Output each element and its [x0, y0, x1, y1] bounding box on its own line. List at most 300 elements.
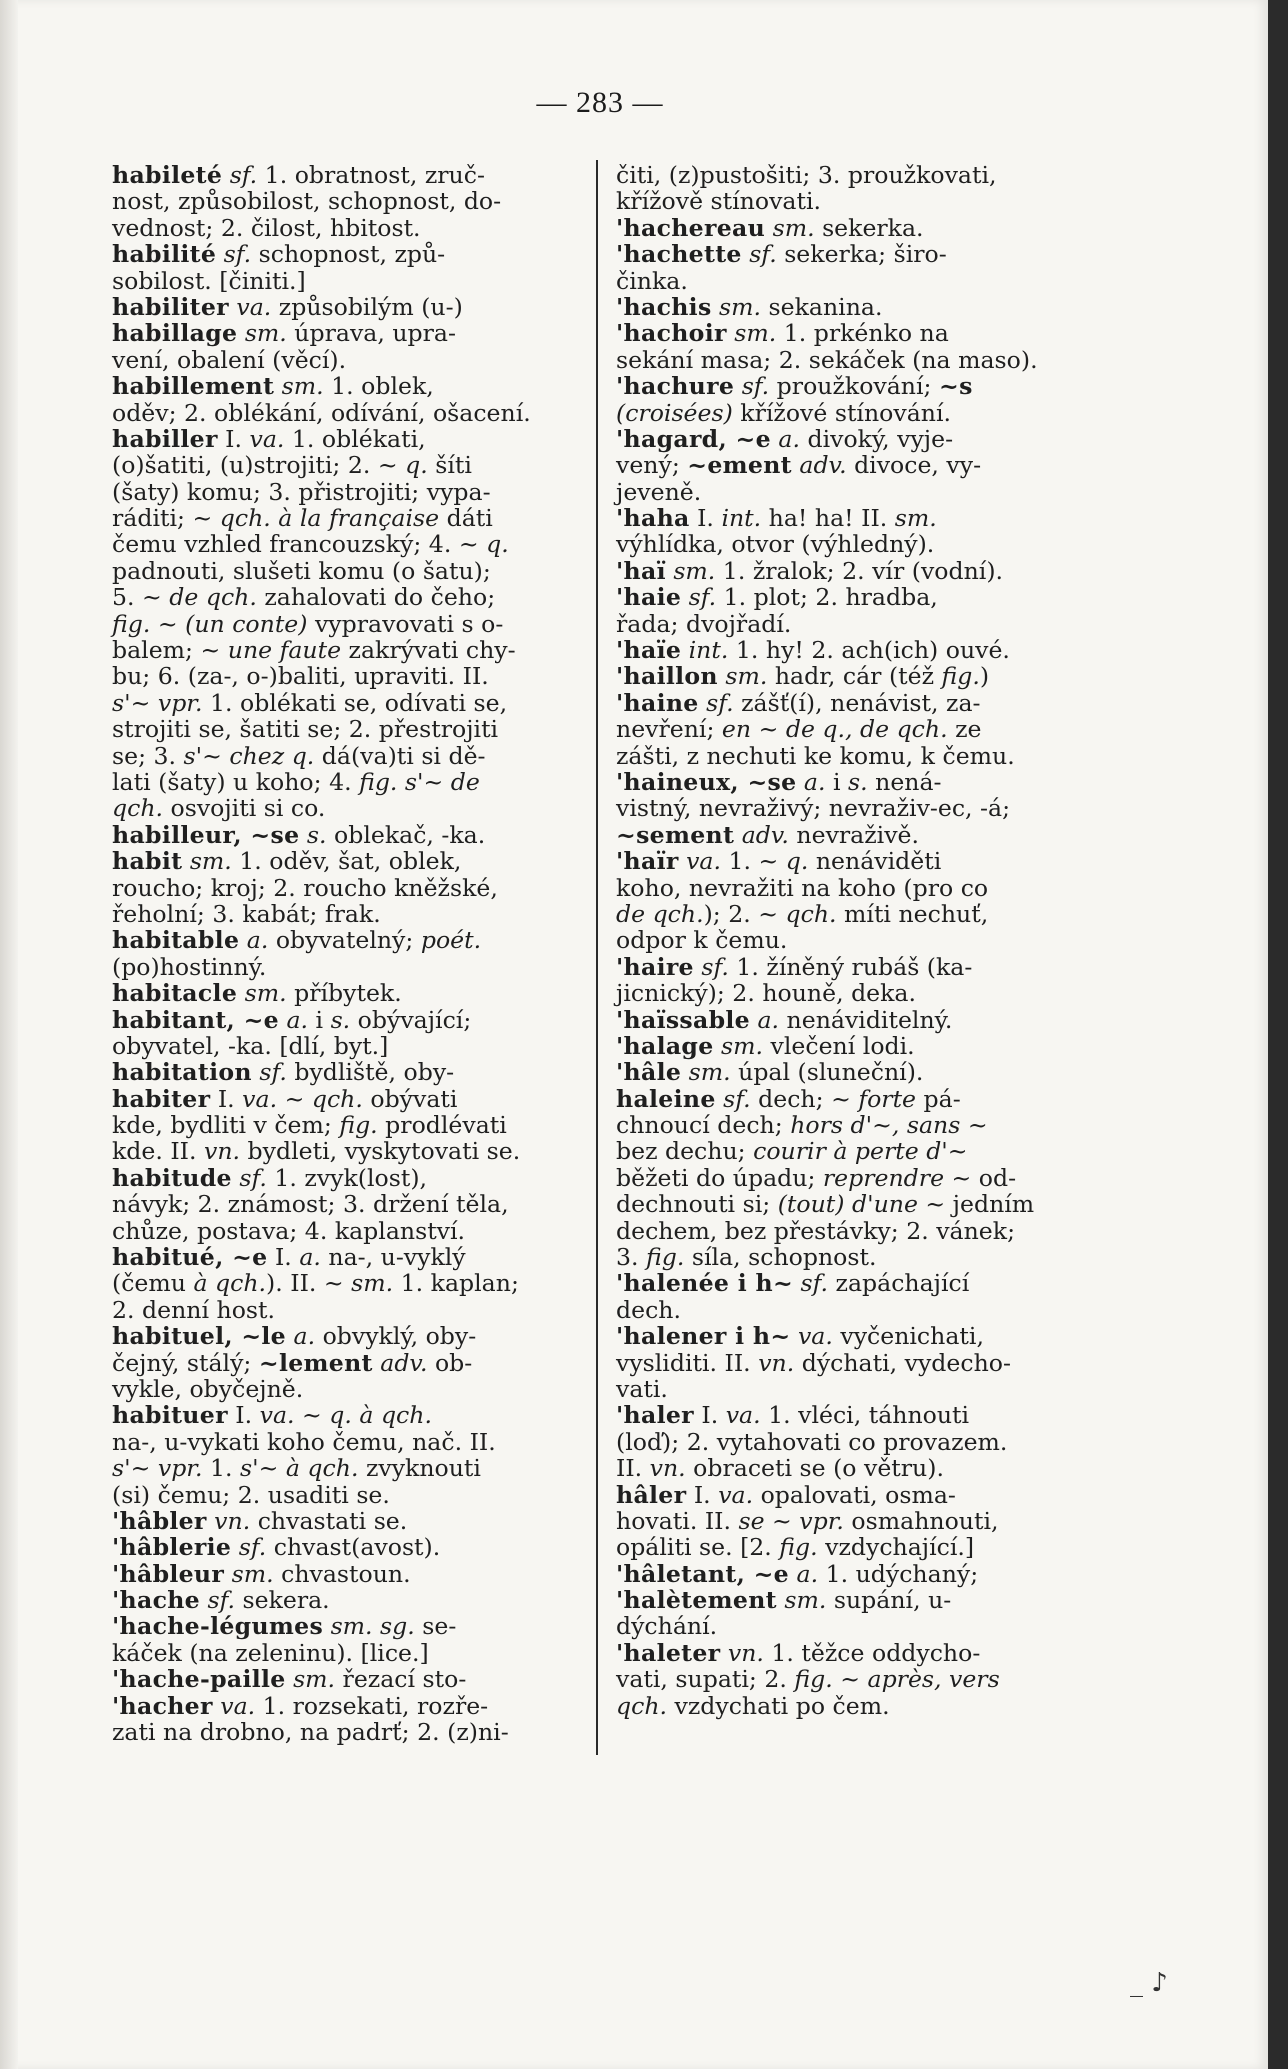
column-divider [596, 160, 598, 1755]
dictionary-line [616, 426, 1090, 452]
entry-text: na-, u-vykati koho čemu, nač. II. [112, 1427, 496, 1456]
dictionary-line [616, 294, 1090, 320]
headword: habileté [112, 161, 223, 189]
headword: habitation [112, 1058, 252, 1087]
dictionary-line [616, 1086, 1090, 1112]
entry-text: výhlídka, otvor (výhledný). [616, 530, 935, 559]
headword: 'haine [616, 688, 699, 717]
grammar-label: s'~ à qch. [240, 1454, 359, 1483]
dictionary-line [616, 795, 1090, 821]
entry-text: vyčenichati, [832, 1322, 984, 1351]
dictionary-line [112, 1007, 586, 1033]
entry-text [200, 1586, 208, 1614]
entry-text [224, 1560, 232, 1588]
dictionary-line [616, 875, 1090, 901]
entry-text: činka. [616, 266, 688, 295]
grammar-label: int. [688, 636, 729, 665]
dictionary-line [616, 1429, 1090, 1455]
entry-text: obyvatelný; [268, 926, 421, 955]
entry-text: kde, bydliti v čem; [112, 1111, 340, 1140]
grammar-label: adv. [741, 820, 789, 849]
dictionary-line [112, 1033, 586, 1059]
entry-text [231, 1533, 239, 1561]
dictionary-line [616, 320, 1090, 346]
grammar-label: courir à perte d'~ [753, 1137, 968, 1166]
grammar-label: sf. [223, 240, 252, 269]
dictionary-line [616, 848, 1090, 874]
entry-text: I. [217, 424, 250, 453]
dictionary-line [616, 611, 1090, 637]
grammar-label: a. [778, 424, 800, 453]
entry-text: chůze, postava; 4. kaplanství. [112, 1216, 466, 1245]
entry-text: opáliti se. [2. [616, 1533, 780, 1562]
entry-text: nená- [867, 767, 942, 796]
grammar-label: s. [306, 820, 327, 849]
entry-text: nevření; [616, 715, 722, 744]
entry-text: zahalovati do čeho; [256, 583, 496, 612]
grammar-label: sf. [238, 1533, 267, 1562]
dictionary-line [112, 1455, 586, 1481]
grammar-label: a. [803, 767, 826, 796]
entry-text [216, 240, 224, 268]
dictionary-line [112, 927, 586, 953]
entry-text: vený; [616, 451, 688, 480]
headword: 'haïr [616, 847, 679, 876]
grammar-label: s'~ chez q. [183, 741, 315, 770]
grammar-label: sm. [244, 319, 287, 348]
dictionary-line [112, 1534, 586, 1560]
entry-text: 1. udýchaný; [818, 1559, 979, 1588]
dictionary-line [112, 1508, 586, 1534]
entry-text: kde. II. [112, 1137, 205, 1166]
entry-text: zvyknouti [358, 1454, 481, 1483]
dictionary-line [616, 1191, 1090, 1217]
grammar-label: s. [848, 767, 868, 796]
grammar-label: sf. [800, 1269, 829, 1298]
entry-text: pá- [916, 1084, 961, 1113]
dictionary-line [616, 1323, 1090, 1349]
entry-text: 5. [112, 583, 143, 612]
entry-text: osvojiti si co. [163, 794, 326, 823]
dictionary-line [616, 1534, 1090, 1560]
entry-text: 1. oblékati se, odívati se, [202, 688, 508, 717]
dictionary-line [616, 1350, 1090, 1376]
grammar-label: sf. [741, 372, 770, 401]
entry-text: vení, obalení (věcí). [112, 345, 347, 374]
dictionary-line [112, 1270, 586, 1296]
entry-text: bez dechu; [616, 1137, 754, 1166]
dictionary-line [616, 1165, 1090, 1191]
entry-text: ob- [427, 1348, 473, 1377]
headword: habit [112, 847, 183, 876]
headword: 'haler [616, 1401, 694, 1430]
headword: 'haïssable [616, 1005, 750, 1034]
dictionary-line [616, 479, 1090, 505]
entry-text: (po)hostinný. [112, 952, 267, 981]
entry-text [796, 768, 804, 796]
entry-text: 1. hy! 2. ach(ich) ouvé. [728, 636, 1010, 665]
headword: 'halètement [616, 1586, 777, 1615]
headword: ~lement [258, 1348, 373, 1377]
dictionary-line [112, 241, 586, 267]
dictionary-line [112, 822, 586, 848]
grammar-label: sm. [784, 1586, 827, 1615]
entry-text: ha! ha! II. [761, 504, 895, 533]
entry-text: lati (šaty) u koho; 4. [112, 767, 360, 796]
grammar-label: va. [725, 1401, 761, 1430]
entry-text: síla, schopnost. [684, 1243, 877, 1272]
grammar-label: sm. [293, 1665, 336, 1694]
grammar-label: sm. [673, 556, 716, 585]
dictionary-line [112, 980, 586, 1006]
dictionary-line [112, 1350, 586, 1376]
entry-text: 3. [616, 1243, 647, 1272]
grammar-label: va. [220, 1691, 256, 1720]
headword: 'hâbler [112, 1506, 207, 1535]
entry-text: obraceti se (o větru). [685, 1454, 944, 1483]
dictionary-line [616, 241, 1090, 267]
entry-text: 1. obratnost, zruč- [257, 161, 485, 189]
entry-text: 1. oblek, [323, 372, 434, 401]
dictionary-line [112, 795, 586, 821]
entry-text [237, 319, 245, 347]
headword: habiter [112, 1084, 211, 1113]
grammar-label: va. [686, 847, 721, 876]
entry-text: obývati [362, 1084, 458, 1113]
entry-text: koho, nevražiti na koho (pro co [616, 873, 989, 902]
entry-text [714, 1032, 722, 1060]
entry-text: míti nechuť, [836, 899, 989, 928]
headword: habitude [112, 1163, 232, 1192]
entry-text: opalovati, osma- [753, 1480, 956, 1509]
entry-text: se; 3. [112, 741, 184, 770]
grammar-label: va. ~ qch. [242, 1084, 363, 1113]
headword: 'haillon [616, 662, 718, 691]
grammar-label: fig. ~ (un conte) [112, 609, 308, 638]
entry-text: vysliditi. II. [616, 1348, 759, 1377]
dictionary-line [112, 1402, 586, 1428]
headword: 'hâletant, ~e [616, 1559, 789, 1588]
entry-text: obvyklý, oby- [315, 1322, 477, 1351]
entry-text: 1. zvyk(lost), [266, 1163, 428, 1192]
dictionary-line [112, 558, 586, 584]
grammar-label: ~ qch. [758, 899, 837, 928]
grammar-label: ~ une faute [200, 636, 342, 665]
entry-text: ze [947, 715, 982, 744]
headword: ~sement [616, 820, 735, 849]
entry-text: osmahnouti, [843, 1506, 999, 1535]
entry-text: I. [686, 1480, 719, 1509]
dictionary-line [616, 1508, 1090, 1534]
grammar-label: sf. [259, 1058, 287, 1087]
dictionary-line [112, 452, 586, 478]
entry-text: vistný, nevraživý; nevraživ-ec, -á; [616, 794, 1011, 823]
entry-text: oděv; 2. oblékání, odívání, ošacení. [112, 398, 531, 427]
grammar-label: ~ forte [831, 1084, 917, 1113]
dictionary-line [112, 268, 586, 294]
headword: 'halage [616, 1031, 714, 1060]
dictionary-line [112, 611, 586, 637]
grammar-label: sm. [725, 662, 768, 691]
entry-text: zati na drobno, na padrť; 2. (z)ni- [112, 1718, 509, 1747]
grammar-label: a. [293, 1322, 316, 1351]
grammar-label: (tout) d'une ~ [777, 1190, 946, 1219]
grammar-label: vn. [649, 1454, 686, 1483]
grammar-label: fig. [646, 1243, 685, 1272]
grammar-label: (croisées) [616, 398, 733, 427]
entry-text: řada; dvojřadí. [616, 609, 792, 638]
dictionary-line [112, 848, 586, 874]
grammar-label: ~ qch. à la française [192, 504, 440, 533]
entry-text [182, 847, 190, 875]
entry-text: šíti [427, 451, 472, 480]
headword: 'haineux, ~se [616, 767, 797, 796]
dictionary-line [112, 584, 586, 610]
dictionary-line [112, 188, 586, 214]
dictionary-line [616, 1033, 1090, 1059]
entry-text: příbytek. [286, 979, 402, 1008]
entry-text: řezací sto- [335, 1665, 467, 1694]
dictionary-line [616, 1666, 1090, 1692]
dictionary-line [112, 1693, 586, 1719]
entry-text: 1. [720, 847, 759, 876]
entry-text: hadr, cár (též [767, 662, 942, 691]
entry-text: ); 2. [703, 899, 759, 928]
entry-text: ). II. [266, 1269, 324, 1298]
entry-text: vykle, obyčejně. [112, 1374, 304, 1403]
dictionary-line [112, 1482, 586, 1508]
entry-text: sekera. [235, 1586, 330, 1615]
dictionary-line [112, 1561, 586, 1587]
dictionary-line [112, 1613, 586, 1639]
grammar-label: va. [797, 1322, 833, 1351]
grammar-label: ~ de qch. [142, 583, 257, 612]
entry-text: proužkování; [769, 372, 939, 401]
headword: hâler [616, 1480, 687, 1509]
grammar-label: sm. [772, 213, 815, 242]
dictionary-line [616, 690, 1090, 716]
grammar-label: va. [718, 1480, 754, 1509]
dictionary-line [616, 927, 1090, 953]
dictionary-line [616, 1376, 1090, 1402]
entry-text [286, 1322, 294, 1350]
headword: 'hachette [616, 240, 742, 269]
entry-text: čemu vzhled francouzský; 4. [112, 530, 459, 559]
entry-text: dech. [616, 1295, 681, 1324]
dictionary-line [616, 637, 1090, 663]
dictionary-line [112, 637, 586, 663]
headword: 'hâbleur [112, 1559, 225, 1588]
grammar-label: vn. [758, 1348, 795, 1377]
entry-text [681, 583, 689, 611]
entry-text: od- [971, 1163, 1017, 1192]
grammar-label: sf. [723, 1084, 751, 1113]
dictionary-line [616, 716, 1090, 742]
dictionary-line [112, 901, 586, 927]
dictionary-line [616, 188, 1090, 214]
dictionary-line [112, 373, 586, 399]
dictionary-line [616, 1587, 1090, 1613]
page-edge [0, 0, 18, 2069]
entry-text: (čemu [112, 1269, 194, 1298]
entry-text: zášti, z nechuti ke komu, k čemu. [616, 741, 1015, 770]
grammar-label: va. [236, 292, 272, 321]
dictionary-line [112, 479, 586, 505]
grammar-label: fig. [941, 662, 980, 691]
headword: 'hache-paille [112, 1665, 286, 1694]
entry-text: bydliště, oby- [286, 1058, 455, 1087]
dictionary-line [112, 743, 586, 769]
entry-text: i [308, 1005, 331, 1034]
grammar-label: sm. [231, 1559, 274, 1588]
entry-text: vednost; 2. čilost, hbitost. [112, 213, 421, 242]
entry-text: zášť(í), nenávist, za- [733, 688, 981, 717]
dictionary-line [112, 1191, 586, 1217]
entry-text: I. [693, 1401, 726, 1430]
entry-text: oblekač, -ka. [326, 820, 486, 849]
dictionary-line [616, 663, 1090, 689]
right-column [616, 162, 1090, 1719]
dictionary-line [112, 1086, 586, 1112]
grammar-label: sm. [189, 847, 232, 876]
dictionary-line [112, 1297, 586, 1323]
grammar-label: a. [246, 926, 269, 955]
entry-text: úpal (sluneční). [730, 1058, 924, 1087]
entry-text: 1. oblékati, [284, 424, 426, 453]
grammar-label: s'~ vpr. [112, 688, 203, 717]
headword: habiller [112, 424, 218, 453]
entry-text: káček (na zeleninu). [lice.] [112, 1638, 429, 1667]
entry-text: křížově stínovati. [616, 187, 822, 216]
headword: ~ement [687, 451, 792, 480]
grammar-label: int. [721, 504, 762, 533]
entry-text: obyvatel, -ka. [dlí, byt.] [112, 1031, 389, 1060]
dictionary-line [112, 162, 586, 188]
entry-text: ) [979, 662, 990, 691]
headword: habitant, ~e [112, 1005, 279, 1034]
headword: habituer [112, 1401, 228, 1430]
grammar-label: ~ q. [377, 451, 428, 480]
dictionary-line [616, 452, 1090, 478]
dictionary-line [616, 373, 1090, 399]
entry-text: chvast(avost). [266, 1533, 441, 1562]
entry-text: úprava, upra- [286, 319, 456, 348]
grammar-label: sf. [207, 1586, 235, 1615]
grammar-label: ~ sm. [323, 1269, 394, 1298]
left-column [112, 162, 586, 1745]
entry-text: způsobilým (u-) [271, 292, 463, 321]
dictionary-line [616, 505, 1090, 531]
dictionary-line [112, 1640, 586, 1666]
entry-text: vati. [616, 1374, 668, 1403]
headword: habitable [112, 926, 240, 955]
headword: 'hachure [616, 372, 735, 401]
entry-text: řeholní; 3. kabát; frak. [112, 899, 381, 928]
entry-text: I. [210, 1084, 243, 1113]
grammar-label: reprendre ~ [822, 1163, 972, 1192]
dictionary-line [616, 954, 1090, 980]
entry-text: 1. žralok; 2. vír (vodní). [715, 556, 1004, 585]
entry-text: (šaty) komu; 3. přistrojiti; vypa- [112, 477, 491, 506]
entry-text [765, 214, 773, 242]
entry-text [237, 979, 245, 1007]
grammar-label: sf. [706, 688, 734, 717]
headword: 'haleter [616, 1638, 721, 1667]
entry-text: i [825, 767, 849, 796]
entry-text [712, 293, 720, 321]
grammar-label: adv. [380, 1348, 428, 1377]
dictionary-line [112, 875, 586, 901]
entry-text: chvastati se. [250, 1506, 408, 1535]
entry-text: odpor k čemu. [616, 926, 788, 955]
entry-text: 1. žíněný rubáš (ka- [728, 952, 973, 981]
dictionary-line [616, 822, 1090, 848]
entry-text [299, 821, 307, 849]
grammar-label: sm. [281, 372, 324, 401]
entry-text: nevraživě. [788, 820, 920, 849]
entry-text: nost, způsobilost, schopnost, do- [112, 187, 502, 216]
headword: 'hachereau [616, 213, 766, 242]
dictionary-line [112, 347, 586, 373]
entry-text: I. [689, 504, 722, 533]
entry-text: (loď); 2. vytahovati co provazem. [616, 1427, 1008, 1456]
grammar-label: sf. [229, 161, 258, 189]
dictionary-line [616, 531, 1090, 557]
entry-text: 1. prkénko na [776, 319, 949, 348]
dictionary-line [112, 215, 586, 241]
grammar-label: a. [286, 1005, 309, 1034]
headword: habiliter [112, 292, 229, 321]
dictionary-line [616, 1613, 1090, 1639]
entry-text: schopnost, způ- [251, 240, 446, 269]
headword: 'hâle [616, 1058, 682, 1087]
headword: 'hacher [112, 1691, 213, 1720]
dictionary-line [112, 1587, 586, 1613]
dictionary-line [616, 1059, 1090, 1085]
dictionary-line [616, 1112, 1090, 1138]
grammar-label: sf. [239, 1163, 267, 1192]
dictionary-line [616, 400, 1090, 426]
entry-text: divoce, vy- [846, 451, 982, 480]
headword: haleine [616, 1084, 716, 1113]
entry-text: čiti, (z)pustošiti; 3. proužkovati, [616, 161, 997, 189]
entry-text: 1. vléci, táhnouti [760, 1401, 970, 1430]
dictionary-line [616, 769, 1090, 795]
entry-text: zakrývati chy- [341, 636, 516, 665]
entry-text [681, 1058, 689, 1086]
grammar-label: va. [249, 424, 285, 453]
entry-text: dýchání. [616, 1612, 718, 1641]
entry-text: jicnický); 2. houně, deka. [616, 979, 917, 1008]
dictionary-line [112, 1112, 586, 1138]
grammar-label: ~ q. [458, 530, 509, 559]
entry-text [720, 1639, 728, 1667]
grammar-label: a. [757, 1005, 780, 1034]
dictionary-line [616, 1218, 1090, 1244]
entry-text: 1. rozsekati, rozře- [255, 1691, 489, 1720]
entry-text: II. [616, 1454, 650, 1483]
entry-text [681, 636, 689, 664]
entry-text: divoký, vyje- [799, 424, 954, 453]
dictionary-line [112, 400, 586, 426]
dictionary-line [616, 1270, 1090, 1296]
dictionary-line [112, 294, 586, 320]
dictionary-line [112, 1376, 586, 1402]
dictionary-line [616, 1693, 1090, 1719]
headword: 'halener i h~ [616, 1322, 791, 1351]
grammar-label: qch. [112, 794, 164, 823]
entry-text: dech; [750, 1084, 832, 1113]
